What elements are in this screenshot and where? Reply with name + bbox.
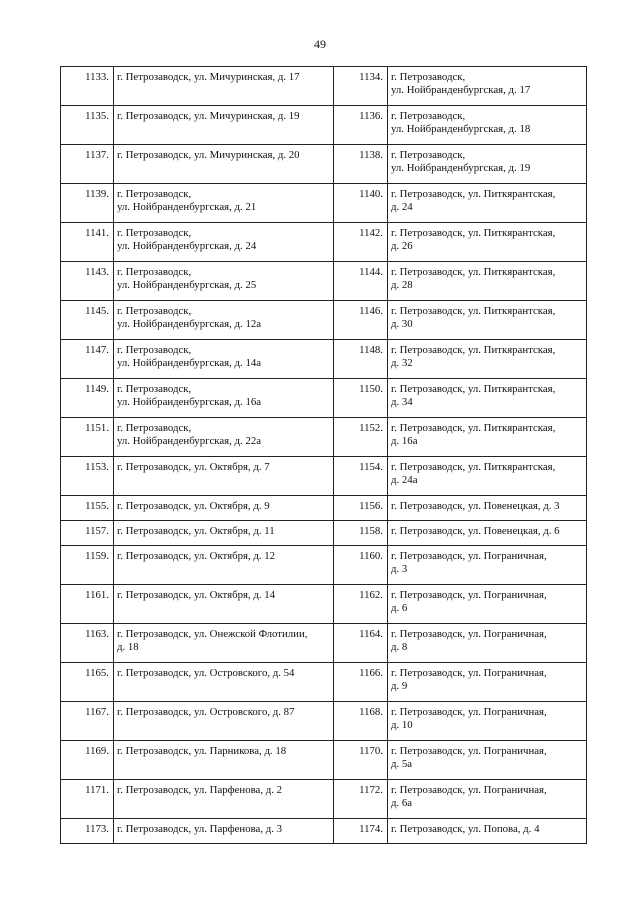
item-number: 1146. (334, 301, 388, 340)
address-cell: г. Петрозаводск, ул. Парфенова, д. 2 (114, 780, 334, 819)
item-number: 1153. (61, 457, 114, 496)
table-row (61, 379, 587, 418)
address-cell: г. Петрозаводск, ул. Попова, д. 4 (388, 819, 587, 844)
address-cell: г. Петрозаводск, ул. Нойбранденбургская, д. 12а (114, 301, 334, 340)
address-cell: г. Петрозаводск, ул. Питкярантская, д. 32 (388, 340, 587, 379)
address-cell: г. Петрозаводск, ул. Питкярантская, д. 30 (388, 301, 587, 340)
address-cell: г. Петрозаводск, ул. Повенецкая, д. 6 (388, 521, 587, 546)
table-row (61, 418, 587, 457)
address-cell: г. Петрозаводск, ул. Октября, д. 7 (114, 457, 334, 496)
address-cell: г. Петрозаводск, ул. Нойбранденбургская, д. 24 (114, 223, 334, 262)
address-cell: г. Петрозаводск, ул. Нойбранденбургская, д. 18 (388, 106, 587, 145)
item-number: 1136. (334, 106, 388, 145)
item-number: 1137. (61, 145, 114, 184)
address-cell: г. Петрозаводск, ул. Парфенова, д. 3 (114, 819, 334, 844)
address-cell: г. Петрозаводск, ул. Онежской Флотилии, д. 18 (114, 624, 334, 663)
address-cell: г. Петрозаводск, ул. Мичуринская, д. 20 (114, 145, 334, 184)
address-cell: г. Петрозаводск, ул. Нойбранденбургская, д. 21 (114, 184, 334, 223)
item-number: 1157. (61, 521, 114, 546)
table-row (61, 301, 587, 340)
table-row (61, 702, 587, 741)
table-row (61, 819, 587, 844)
item-number: 1170. (334, 741, 388, 780)
item-number: 1173. (61, 819, 114, 844)
item-number: 1133. (61, 67, 114, 106)
address-cell: г. Петрозаводск, ул. Пограничная, д. 3 (388, 546, 587, 585)
item-number: 1151. (61, 418, 114, 457)
address-cell: г. Петрозаводск, ул. Питкярантская, д. 24 (388, 184, 587, 223)
item-number: 1172. (334, 780, 388, 819)
item-number: 1161. (61, 585, 114, 624)
item-number: 1141. (61, 223, 114, 262)
item-number: 1159. (61, 546, 114, 585)
item-number: 1163. (61, 624, 114, 663)
address-cell: г. Петрозаводск, ул. Нойбранденбургская, д. 22а (114, 418, 334, 457)
address-cell: г. Петрозаводск, ул. Октября, д. 9 (114, 496, 334, 521)
item-number: 1164. (334, 624, 388, 663)
address-cell: г. Петрозаводск, ул. Октября, д. 11 (114, 521, 334, 546)
item-number: 1148. (334, 340, 388, 379)
item-number: 1140. (334, 184, 388, 223)
item-number: 1147. (61, 340, 114, 379)
address-cell: г. Петрозаводск, ул. Питкярантская, д. 26 (388, 223, 587, 262)
table-row (61, 663, 587, 702)
address-cell: г. Петрозаводск, ул. Октября, д. 12 (114, 546, 334, 585)
address-cell: г. Петрозаводск, ул. Октября, д. 14 (114, 585, 334, 624)
item-number: 1135. (61, 106, 114, 145)
address-cell: г. Петрозаводск, ул. Нойбранденбургская, д. 19 (388, 145, 587, 184)
item-number: 1154. (334, 457, 388, 496)
address-cell: г. Петрозаводск, ул. Питкярантская, д. 28 (388, 262, 587, 301)
address-cell: г. Петрозаводск, ул. Питкярантская, д. 34 (388, 379, 587, 418)
address-cell: г. Петрозаводск, ул. Островского, д. 54 (114, 663, 334, 702)
address-cell: г. Петрозаводск, ул. Мичуринская, д. 17 (114, 67, 334, 106)
table-row (61, 67, 587, 106)
item-number: 1167. (61, 702, 114, 741)
item-number: 1174. (334, 819, 388, 844)
item-number: 1144. (334, 262, 388, 301)
item-number: 1160. (334, 546, 388, 585)
item-number: 1142. (334, 223, 388, 262)
table-row (61, 145, 587, 184)
address-table-body (61, 67, 587, 844)
address-cell: г. Петрозаводск, ул. Повенецкая, д. 3 (388, 496, 587, 521)
item-number: 1150. (334, 379, 388, 418)
item-number: 1162. (334, 585, 388, 624)
page-number: 49 (314, 37, 326, 51)
item-number: 1152. (334, 418, 388, 457)
address-cell: г. Петрозаводск, ул. Пограничная, д. 9 (388, 663, 587, 702)
item-number: 1134. (334, 67, 388, 106)
item-number: 1155. (61, 496, 114, 521)
address-cell: г. Петрозаводск, ул. Нойбранденбургская, д. 16а (114, 379, 334, 418)
address-cell: г. Петрозаводск, ул. Мичуринская, д. 19 (114, 106, 334, 145)
item-number: 1145. (61, 301, 114, 340)
address-cell: г. Петрозаводск, ул. Парникова, д. 18 (114, 741, 334, 780)
address-cell: г. Петрозаводск, ул. Нойбранденбургская, д. 25 (114, 262, 334, 301)
item-number: 1138. (334, 145, 388, 184)
item-number: 1165. (61, 663, 114, 702)
item-number: 1149. (61, 379, 114, 418)
address-cell: г. Петрозаводск, ул. Пограничная, д. 6а (388, 780, 587, 819)
table-row (61, 457, 587, 496)
table-row (61, 184, 587, 223)
item-number: 1156. (334, 496, 388, 521)
item-number: 1166. (334, 663, 388, 702)
item-number: 1158. (334, 521, 388, 546)
address-cell: г. Петрозаводск, ул. Пограничная, д. 5а (388, 741, 587, 780)
item-number: 1168. (334, 702, 388, 741)
table-row (61, 624, 587, 663)
address-cell: г. Петрозаводск, ул. Пограничная, д. 10 (388, 702, 587, 741)
table-row (61, 496, 587, 521)
table-row (61, 262, 587, 301)
address-cell: г. Петрозаводск, ул. Пограничная, д. 6 (388, 585, 587, 624)
table-row (61, 521, 587, 546)
item-number: 1171. (61, 780, 114, 819)
address-cell: г. Петрозаводск, ул. Питкярантская, д. 24а (388, 457, 587, 496)
table-row (61, 585, 587, 624)
address-cell: г. Петрозаводск, ул. Нойбранденбургская, д. 17 (388, 67, 587, 106)
address-table (60, 66, 587, 844)
table-row (61, 106, 587, 145)
address-cell: г. Петрозаводск, ул. Нойбранденбургская, д. 14а (114, 340, 334, 379)
address-cell: г. Петрозаводск, ул. Островского, д. 87 (114, 702, 334, 741)
address-cell: г. Петрозаводск, ул. Пограничная, д. 8 (388, 624, 587, 663)
table-row (61, 223, 587, 262)
table-row (61, 340, 587, 379)
item-number: 1139. (61, 184, 114, 223)
item-number: 1169. (61, 741, 114, 780)
table-row (61, 741, 587, 780)
table-row (61, 780, 587, 819)
address-cell: г. Петрозаводск, ул. Питкярантская, д. 16а (388, 418, 587, 457)
item-number: 1143. (61, 262, 114, 301)
table-row (61, 546, 587, 585)
